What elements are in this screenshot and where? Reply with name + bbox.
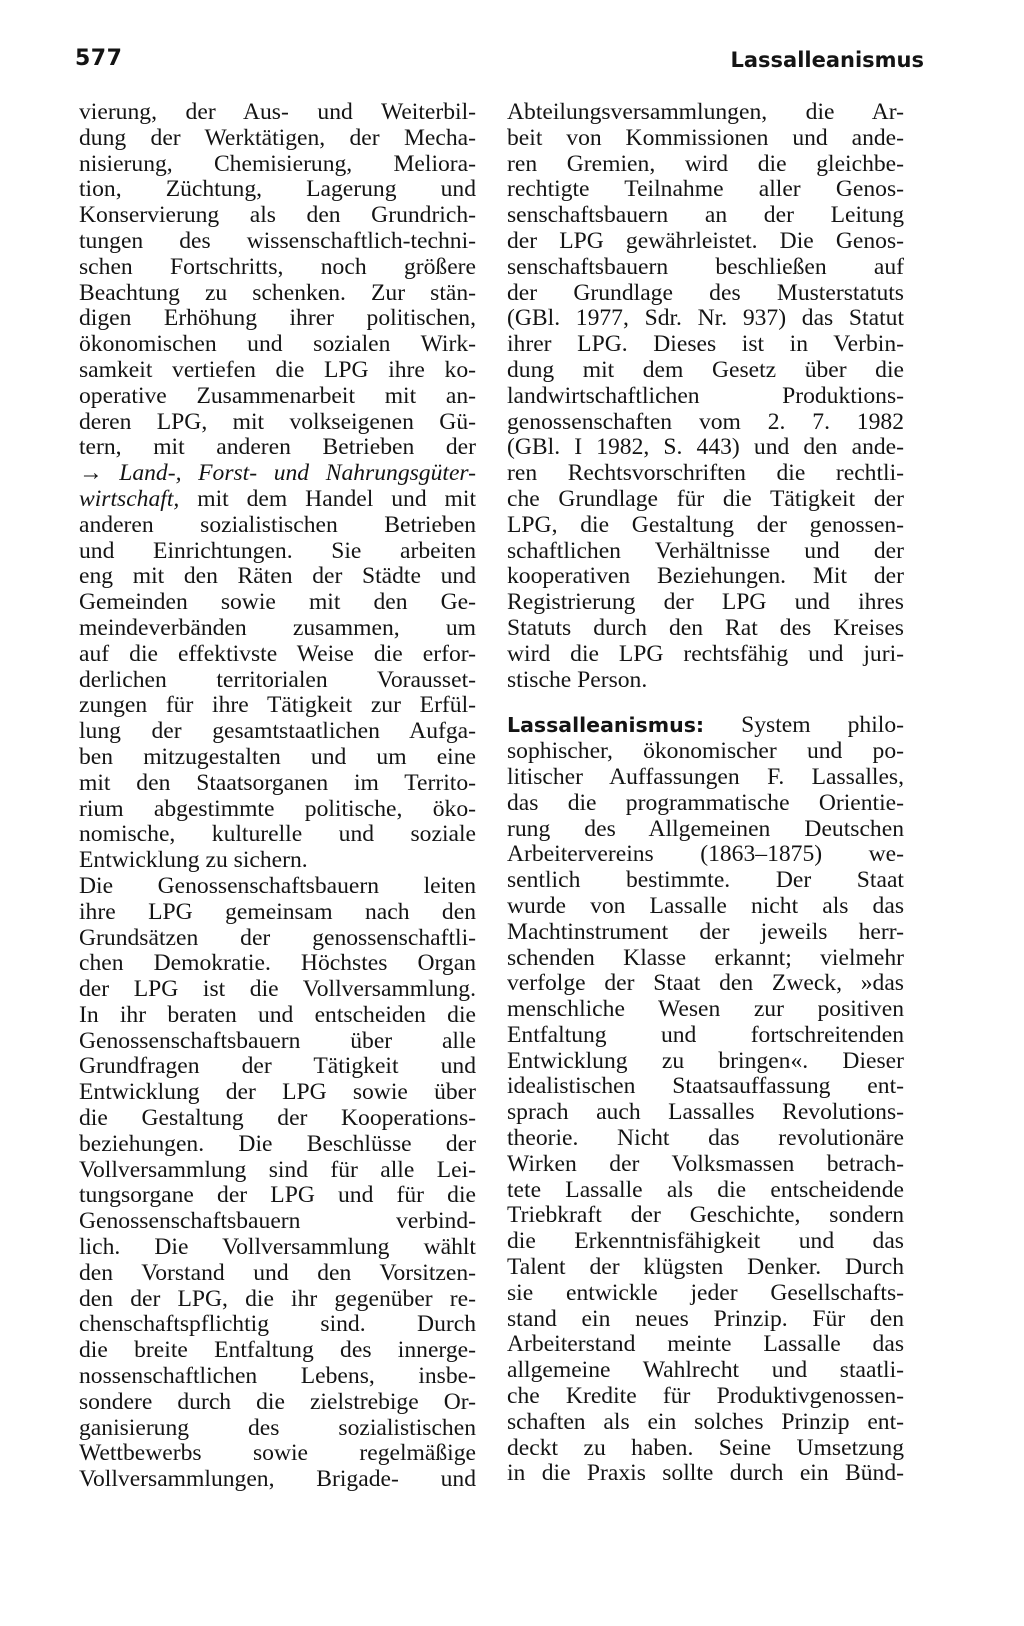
text-line: schaften als ein solches Prinzip ent- [507, 1408, 904, 1435]
text-line: Entwicklung zu bringen«. Dieser [507, 1047, 904, 1074]
text-line: anderen sozialistischen Betrieben [79, 511, 476, 538]
left-paragraph-2 [79, 874, 476, 1493]
text-line: Entwicklung zu sichern. [79, 847, 308, 874]
text-line: sie entwickle jeder Gesellschafts- [507, 1279, 904, 1306]
text-line: schenden Klasse erkannt; vielmehr [507, 944, 904, 971]
text-line: deckt zu haben. Seine Umsetzung [507, 1434, 904, 1461]
cross-reference-line [79, 487, 476, 513]
text-line: zungen für ihre Tätigkeit zur Erfül- [79, 692, 476, 719]
text-line: der LPG gewährleistet. Die Genos- [507, 227, 904, 254]
text-segment: mit dem Handel und mit [197, 485, 476, 512]
text-line: Genossenschaftsbauern verbind- [79, 1208, 476, 1235]
text-line: Machtinstrument der jeweils herr- [507, 918, 904, 945]
text-line: che Kredite für Produktivgenossen- [507, 1383, 904, 1410]
text-line: operative Zusammenarbeit mit an- [79, 382, 476, 409]
text-line: menschliche Wesen zur positiven [507, 996, 904, 1023]
text-line: Grundfragen der Tätigkeit und [79, 1053, 476, 1080]
running-head: Lassalleanismus [730, 48, 924, 72]
text-line: Talent der klügsten Denker. Durch [507, 1254, 904, 1281]
text-line: die Erkenntnisfähigkeit und das [507, 1228, 904, 1255]
text-line: schaftlichen Verhältnisse und der [507, 537, 904, 564]
text-line: kooperativen Beziehungen. Mit der [507, 563, 904, 590]
text-line: beit von Kommissionen und ande- [507, 124, 904, 151]
text-line: der Grundlage des Musterstatuts [507, 279, 904, 306]
text-line: tern, mit anderen Betrieben der [79, 434, 476, 461]
right-paragraph-1 [507, 100, 904, 693]
text-line: tungen des wissenschaftlich-techni- [79, 227, 476, 254]
text-line: vierung, der Aus- und Weiterbil- [79, 99, 476, 125]
cross-reference-link[interactable]: Land-, Forst- und Nahrungsgüter- [119, 460, 476, 487]
text-line: Vollversammlung sind für alle Lei- [79, 1156, 476, 1183]
text-line: rung des Allgemeinen Deutschen [507, 815, 904, 842]
arrow-right-icon: → [79, 460, 103, 487]
text-line: ganisierung des sozialistischen [79, 1414, 476, 1441]
right-column [507, 100, 904, 1487]
text-line: In ihr beraten und entscheiden die [79, 1001, 476, 1028]
entry-first-line [507, 713, 904, 739]
text-line: Arbeitervereins (1863–1875) we- [507, 841, 904, 868]
text-line: dung der Werktätigen, der Mecha- [79, 124, 476, 151]
text-line: wurde von Lassalle nicht als das [507, 892, 904, 919]
text-line: che Grundlage für die Tätigkeit der [507, 485, 904, 512]
left-column [79, 100, 476, 1493]
text-line: rium abgestimmte politische, öko- [79, 795, 476, 822]
text-line: Beachtung zu schenken. Zur stän- [79, 279, 476, 306]
text-line: ihre LPG gemeinsam nach den [79, 898, 476, 925]
text-line: Genossenschaftsbauern über alle [79, 1027, 476, 1054]
text-line: sondere durch die zielstrebige Or- [79, 1388, 476, 1415]
text-line: ihrer LPG. Dieses ist in Verbin- [507, 331, 904, 358]
text-line: digen Erhöhung ihrer politischen, [79, 305, 476, 332]
entry-separator [507, 693, 904, 713]
text-line: Vollversammlungen, Brigade- und [79, 1466, 476, 1493]
text-line: stand ein neues Prinzip. Für den [507, 1305, 904, 1332]
text-line: auf die effektivste Weise die erfor- [79, 640, 476, 667]
text-line: ben mitzugestalten und um eine [79, 743, 476, 770]
entry-headword: Lassalleanismus: [507, 713, 705, 738]
text-line: der LPG ist die Vollversammlung. [79, 976, 476, 1003]
text-line: (GBl. 1977, Sdr. Nr. 937) das Statut [507, 305, 904, 332]
text-line: tungsorgane der LPG und für die [79, 1182, 476, 1209]
text-line: tete Lassalle als die entscheidende [507, 1176, 904, 1203]
text-line: samkeit vertiefen die LPG ihre ko- [79, 356, 476, 383]
text-line: idealistischen Staatsauffassung ent- [507, 1073, 904, 1100]
text-line: ren Gremien, wird die gleichbe- [507, 150, 904, 177]
text-line: beziehungen. Die Beschlüsse der [79, 1130, 476, 1157]
text-line: Gemeinden sowie mit den Ge- [79, 589, 476, 616]
text-line: Entfaltung und fortschreitenden [507, 1021, 904, 1048]
text-line: litischer Auffassungen F. Lassalles, [507, 763, 904, 790]
text-line: nisierung, Chemisierung, Meliora- [79, 150, 476, 177]
text-line: mit den Staatsorganen im Territo- [79, 769, 476, 796]
text-line: den der LPG, die ihr gegenüber re- [79, 1285, 476, 1312]
text-line: den Vorstand und den Vorsitzen- [79, 1259, 476, 1286]
text-line: Wettbewerbs sowie regelmäßige [79, 1440, 476, 1467]
text-line: allgemeine Wahlrecht und staatli- [507, 1357, 904, 1384]
text-line: senschaftsbauern an der Leitung [507, 202, 904, 229]
text-line: (GBl. I 1982, S. 443) und den ande- [507, 434, 904, 461]
text-line: sophischer, ökonomischer und po- [507, 738, 904, 765]
text-line: Entwicklung der LPG sowie über [79, 1079, 476, 1106]
text-line: Wirken der Volksmassen betrach- [507, 1150, 904, 1177]
text-line: und Einrichtungen. Sie arbeiten [79, 537, 476, 564]
text-line: genossenschaften vom 2. 7. 1982 [507, 408, 904, 435]
text-line: Registrierung der LPG und ihres [507, 589, 904, 616]
text-segment: System philo- [741, 712, 904, 739]
dictionary-entry-lassalleanismus [507, 713, 904, 1487]
text-line: sentlich bestimmte. Der Staat [507, 867, 904, 894]
text-line: Grundsätzen der genossenschaftli- [79, 924, 476, 951]
text-line: derlichen territorialen Vorausset- [79, 666, 476, 693]
text-line: rechtigte Teilnahme aller Genos- [507, 176, 904, 203]
text-line: LPG, die Gestaltung der genossen- [507, 511, 904, 538]
text-line: Arbeiterstand meinte Lassalle das [507, 1331, 904, 1358]
text-line: chenschaftspflichtig sind. Durch [79, 1311, 476, 1338]
text-line: ökonomischen und sozialen Wirk- [79, 331, 476, 358]
text-line: in die Praxis sollte durch ein Bünd- [507, 1460, 904, 1487]
page-number: 577 [75, 46, 123, 71]
text-line: senschaftsbauern beschließen auf [507, 253, 904, 280]
cross-reference-link[interactable]: wirtschaft, [79, 485, 180, 512]
text-line: das die programmatische Orientie- [507, 789, 904, 816]
text-line: Abteilungsversammlungen, die Ar- [507, 99, 904, 125]
text-line: Triebkraft der Geschichte, sondern [507, 1202, 904, 1229]
text-line: meindeverbänden zusammen, um [79, 614, 476, 641]
text-line: dung mit dem Gesetz über die [507, 356, 904, 383]
left-paragraph-1 [79, 100, 476, 874]
text-line: die breite Entfaltung des innerge- [79, 1337, 476, 1364]
text-line: die Gestaltung der Kooperations- [79, 1105, 476, 1132]
text-line: lich. Die Vollversammlung wählt [79, 1234, 476, 1261]
text-line: ren Rechtsvorschriften die rechtli- [507, 460, 904, 487]
text-line: lung der gesamtstaatlichen Aufga- [79, 718, 476, 745]
text-line: stische Person. [507, 666, 648, 693]
text-line: chen Demokratie. Höchstes Organ [79, 950, 476, 977]
text-line: verfolge der Staat den Zweck, »das [507, 970, 904, 997]
text-line: nomische, kulturelle und soziale [79, 821, 476, 848]
text-line: Konservierung als den Grundrich- [79, 202, 476, 229]
text-line: wird die LPG rechtsfähig und juri- [507, 640, 904, 667]
text-line: Statuts durch den Rat des Kreises [507, 614, 904, 641]
text-line: sprach auch Lassalles Revolutions- [507, 1099, 904, 1126]
text-line: nossenschaftlichen Lebens, insbe- [79, 1363, 476, 1390]
text-line: schen Fortschritts, noch größere [79, 253, 476, 280]
text-line: deren LPG, mit volkseigenen Gü- [79, 408, 476, 435]
text-line: tion, Züchtung, Lagerung und [79, 176, 476, 203]
text-line: theorie. Nicht das revolutionäre [507, 1125, 904, 1152]
text-line: Die Genossenschaftsbauern leiten [79, 872, 476, 899]
text-line: eng mit den Räten der Städte und [79, 563, 476, 590]
cross-reference-line [79, 461, 476, 487]
text-line: landwirtschaftlichen Produktions- [507, 382, 904, 409]
